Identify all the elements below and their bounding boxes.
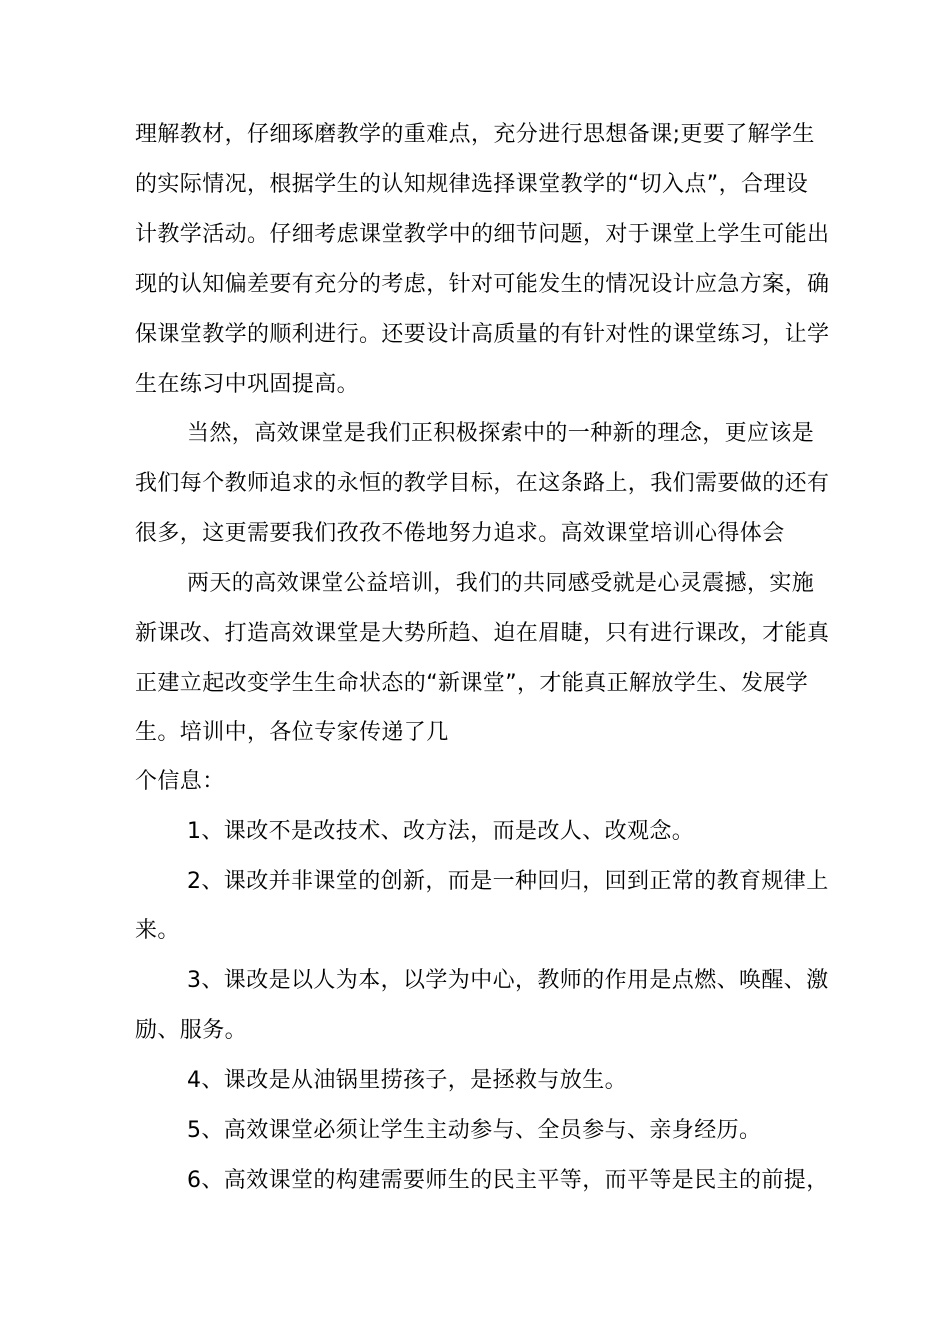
list-item: 5、高效课堂必须让学生主动参与、全员参与、亲身经历。: [187, 1118, 762, 1143]
text-line: 来。: [135, 918, 180, 943]
text-line: 生在练习中巩固提高。: [135, 372, 360, 397]
text-line: 个信息：: [135, 769, 225, 794]
list-item: 4、课改是从油锅里捞孩子，是拯救与放生。: [187, 1068, 627, 1093]
text-line: 两天的高效课堂公益培训，我们的共同感受就是心灵震撼，实施: [187, 571, 815, 596]
text-line: 理解教材，仔细琢磨教学的重难点，充分进行思想备课;更要了解学生: [135, 122, 815, 147]
text-line: 新课改、打造高效课堂是大势所趋、迫在眉睫，只有进行课改，才能真: [135, 621, 830, 646]
list-item: 6、高效课堂的构建需要师生的民主平等，而平等是民主的前提，: [187, 1168, 829, 1193]
text-line: 当然，高效课堂是我们正积极探索中的一种新的理念，更应该是: [187, 421, 815, 446]
text-line: 生。培训中，各位专家传递了几: [135, 720, 449, 745]
text-line: 正建立起改变学生生命状态的“新课堂”，才能真正解放学生、发展学: [135, 671, 809, 696]
list-item: 2、课改并非课堂的创新，而是一种回归，回到正常的教育规律上: [187, 869, 829, 894]
list-item: 1、课改不是改技术、改方法，而是改人、改观念。: [187, 819, 695, 844]
text-line: 我们每个教师追求的永恒的教学目标，在这条路上，我们需要做的还有: [135, 471, 830, 496]
text-line: 的实际情况，根据学生的认知规律选择课堂教学的“切入点”，合理设: [135, 172, 809, 197]
text-line: 励、服务。: [135, 1018, 248, 1043]
list-item: 3、课改是以人为本，以学为中心，教师的作用是点燃、唤醒、激: [187, 968, 829, 993]
text-line: 计教学活动。仔细考虑课堂教学中的细节问题，对于课堂上学生可能出: [135, 222, 830, 247]
text-line: 很多，这更需要我们孜孜不倦地努力追求。高效课堂培训心得体会: [135, 521, 785, 546]
text-line: 保课堂教学的顺利进行。还要设计高质量的有针对性的课堂练习，让学: [135, 322, 830, 347]
text-line: 现的认知偏差要有充分的考虑，针对可能发生的情况设计应急方案，确: [135, 272, 830, 297]
